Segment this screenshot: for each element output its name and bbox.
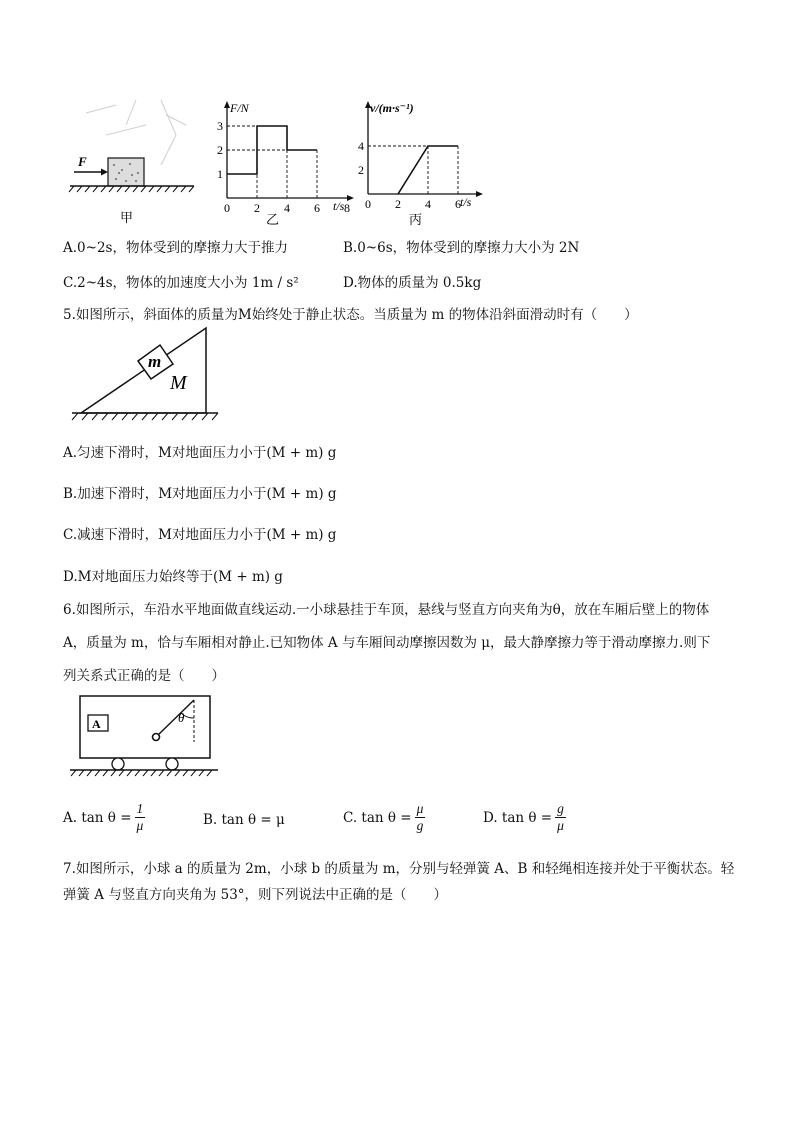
- ground-hatching: [69, 186, 194, 192]
- x-axis-arrow: [476, 191, 483, 197]
- figure-bing-velocity-time: [355, 98, 490, 226]
- option-c-fraction: [415, 801, 426, 834]
- fraction-numerator: g: [557, 801, 564, 816]
- fraction-numerator: μ: [416, 801, 424, 816]
- block-a-label: A: [92, 717, 101, 731]
- small-mass-label: m: [148, 352, 162, 371]
- x-tick-label: 6: [314, 201, 320, 215]
- x-tick-label: 4: [284, 201, 290, 215]
- x-tick-label: 4: [425, 197, 431, 211]
- q5-option-d: D.M对地面压力始终等于(M + m) g: [63, 569, 283, 585]
- q6-option-d: [483, 801, 566, 834]
- q6-option-b: B. tan θ = μ: [203, 812, 285, 828]
- q6-option-a: [63, 801, 145, 834]
- option-d-prefix: D. tan θ =: [483, 809, 553, 826]
- q4-option-c: C.2~4s，物体的加速度大小为 1m / s²: [63, 275, 299, 291]
- x-axis-label: t/s: [460, 195, 472, 209]
- q6-stem-line-3: 列关系式正确的是（ ）: [63, 668, 225, 684]
- figure-label-bing: 丙: [409, 212, 423, 226]
- fraction-denominator: μ: [136, 818, 144, 833]
- y-axis-label: F/N: [230, 101, 249, 115]
- option-a-prefix: A. tan θ =: [63, 809, 132, 826]
- cart-wheel-right: [166, 758, 178, 770]
- y-tick-labels: [217, 119, 223, 181]
- q6-stem-line-2: A，质量为 m，恰与车厢相对静止.已知物体 A 与车厢间动摩擦因数为 μ，最大静摩擦力等于滑动摩擦力.则下: [63, 635, 711, 651]
- q7-stem-line-2: 弹簧 A 与竖直方向夹角为 53°，则下列说法中正确的是（ ）: [63, 887, 448, 903]
- q6-cart-figure: [68, 692, 223, 782]
- q5-option-c: C.减速下滑时，M对地面压力小于(M + m) g: [63, 527, 337, 543]
- faint-background-marks: [86, 100, 186, 165]
- q4-option-d: D.物体的质量为 0.5kg: [343, 275, 482, 291]
- angle-label: θ: [178, 710, 185, 725]
- q5-incline-figure: [68, 323, 228, 428]
- y-tick-label: 3: [217, 119, 223, 133]
- hanging-ball: [153, 734, 160, 741]
- x-axis-label: t/s: [333, 199, 345, 213]
- option-c-prefix: C. tan θ =: [343, 809, 412, 826]
- fraction-denominator: μ: [557, 818, 564, 833]
- option-a-fraction: [135, 801, 146, 834]
- fraction-numerator: 1: [136, 801, 144, 816]
- wedge-mass-label: M: [170, 372, 187, 394]
- x-tick-label: 2: [254, 201, 260, 215]
- y-tick-label: 1: [217, 167, 223, 181]
- figure-label-jia: 甲: [120, 210, 134, 225]
- figure-jia: [66, 95, 206, 227]
- cart-wheel-left: [112, 758, 124, 770]
- ground-hatching: [71, 770, 212, 776]
- fraction-denominator: g: [416, 818, 424, 833]
- x-tick-label: 0: [365, 197, 371, 211]
- x-tick-label: 2: [395, 197, 401, 211]
- x-tick-label: 8: [344, 201, 350, 215]
- force-label: F: [78, 154, 87, 169]
- y-tick-label: 2: [358, 163, 364, 177]
- q5-option-a: A.匀速下滑时，M对地面压力小于(M + m) g: [63, 445, 337, 461]
- y-tick-label: 4: [358, 139, 364, 153]
- x-tick-labels: [365, 197, 461, 211]
- figure-yi-force-time: [208, 98, 358, 226]
- q4-option-a: A.0~2s，物体受到的摩擦力大于推力: [63, 240, 288, 256]
- q6-option-c: [343, 801, 425, 834]
- x-tick-label: 0: [224, 201, 230, 215]
- q7-stem-line-1: 7.如图所示，小球 a 的质量为 2m，小球 b 的质量为 m，分别与轻弹簧 A、B 和轻绳相连接并处于平衡状态。轻: [63, 861, 735, 877]
- x-tick-labels: [224, 201, 350, 215]
- y-axis-label: v/(m·s⁻¹): [370, 101, 414, 115]
- q4-option-b: B.0~6s，物体受到的摩擦力大小为 2N: [343, 240, 580, 256]
- figure-label-yi: 乙: [266, 212, 280, 226]
- y-tick-labels: [358, 139, 364, 177]
- x-tick-label: 6: [455, 197, 461, 211]
- guide-lines: [227, 126, 317, 198]
- q6-stem-line-1: 6.如图所示，车沿水平地面做直线运动.一小球悬挂于车顶，悬线与竖直方向夹角为θ，放在车厢后壁上的物体: [63, 602, 710, 618]
- q5-stem: 5.如图所示，斜面体的质量为M始终处于静止状态。当质量为 m 的物体沿斜面滑动时有（ ）: [63, 307, 638, 323]
- q5-option-b: B.加速下滑时，M对地面压力小于(M + m) g: [63, 486, 337, 502]
- incline-wedge: [81, 328, 206, 413]
- y-tick-label: 2: [217, 143, 223, 157]
- ground-hatching: [72, 413, 218, 420]
- force-arrowhead: [101, 169, 108, 176]
- option-d-fraction: [555, 801, 566, 834]
